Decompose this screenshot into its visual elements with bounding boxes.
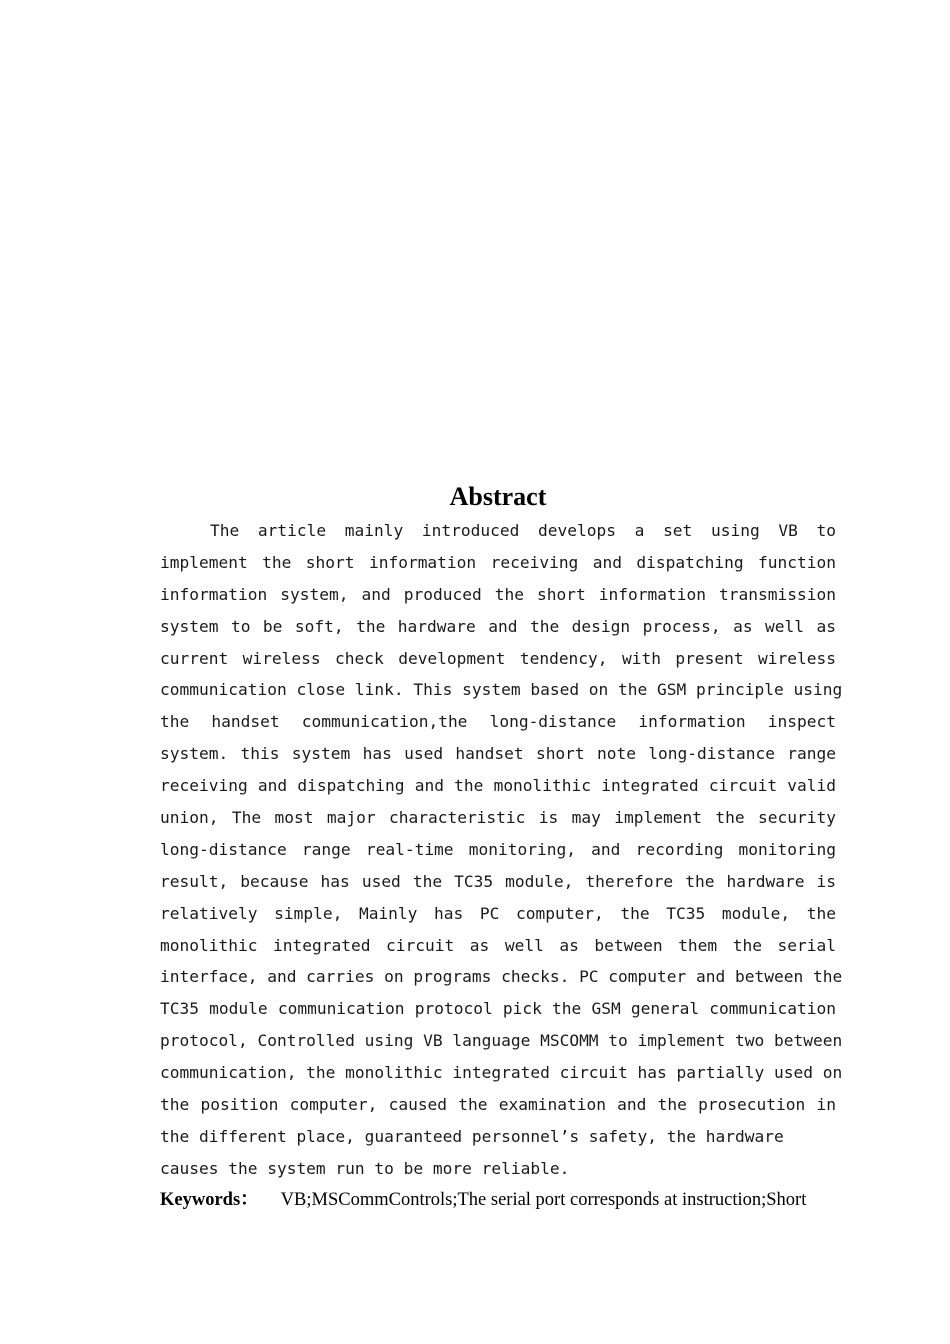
abstract-line: the different place, guaranteed personnel’s safety, the hardware xyxy=(160,1126,784,1146)
abstract-line: current wireless check development tendency, with present wireless xyxy=(160,648,836,668)
abstract-line: receiving and dispatching and the monolithic integrated circuit valid xyxy=(160,776,836,796)
abstract-line: monolithic integrated circuit as well as between them the serial xyxy=(160,935,836,955)
abstract-line: the position computer, caused the examination and the prosecution in xyxy=(160,1095,836,1115)
abstract-line: interface, and carries on programs checks. PC computer and between the xyxy=(160,967,843,987)
keywords-label: Keywords： xyxy=(160,1190,259,1210)
abstract-line: TC35 module communication protocol pick the GSM general communication xyxy=(160,999,836,1019)
abstract-line: implement the short information receiving and dispatching function xyxy=(160,552,836,572)
abstract-line: system. this system has used handset short note long-distance range xyxy=(160,744,836,764)
abstract-line: protocol, Controlled using VB language MSCOMM to implement two between xyxy=(160,1031,843,1051)
abstract-line: the handset communication,the long-distance information inspect xyxy=(160,712,836,732)
abstract-line: relatively simple, Mainly has PC computer, the TC35 module, the xyxy=(160,903,836,923)
abstract-line: union, The most major characteristic is may implement the security xyxy=(160,808,836,828)
abstract-line: information system, and produced the short information transmission xyxy=(160,584,836,604)
abstract-title: Abstract xyxy=(449,482,547,511)
abstract-line: causes the system run to be more reliable. xyxy=(160,1158,570,1178)
keywords-value: VB;MSCommControls;The serial port corresponds at instruction;Short xyxy=(280,1190,807,1210)
abstract-line: communication, the monolithic integrated circuit has partially used on xyxy=(160,1063,843,1083)
abstract-line: The article mainly introduced develops a set using VB to xyxy=(210,521,836,540)
keywords-line xyxy=(160,1184,860,1216)
abstract-line: communication close link. This system based on the GSM principle using xyxy=(160,680,843,700)
abstract-body xyxy=(160,515,843,1185)
abstract-line: long-distance range real-time monitoring, and recording monitoring xyxy=(160,839,836,859)
abstract-line: system to be soft, the hardware and the design process, as well as xyxy=(160,616,836,636)
abstract-line: result, because has used the TC35 module, therefore the hardware is xyxy=(160,871,836,891)
